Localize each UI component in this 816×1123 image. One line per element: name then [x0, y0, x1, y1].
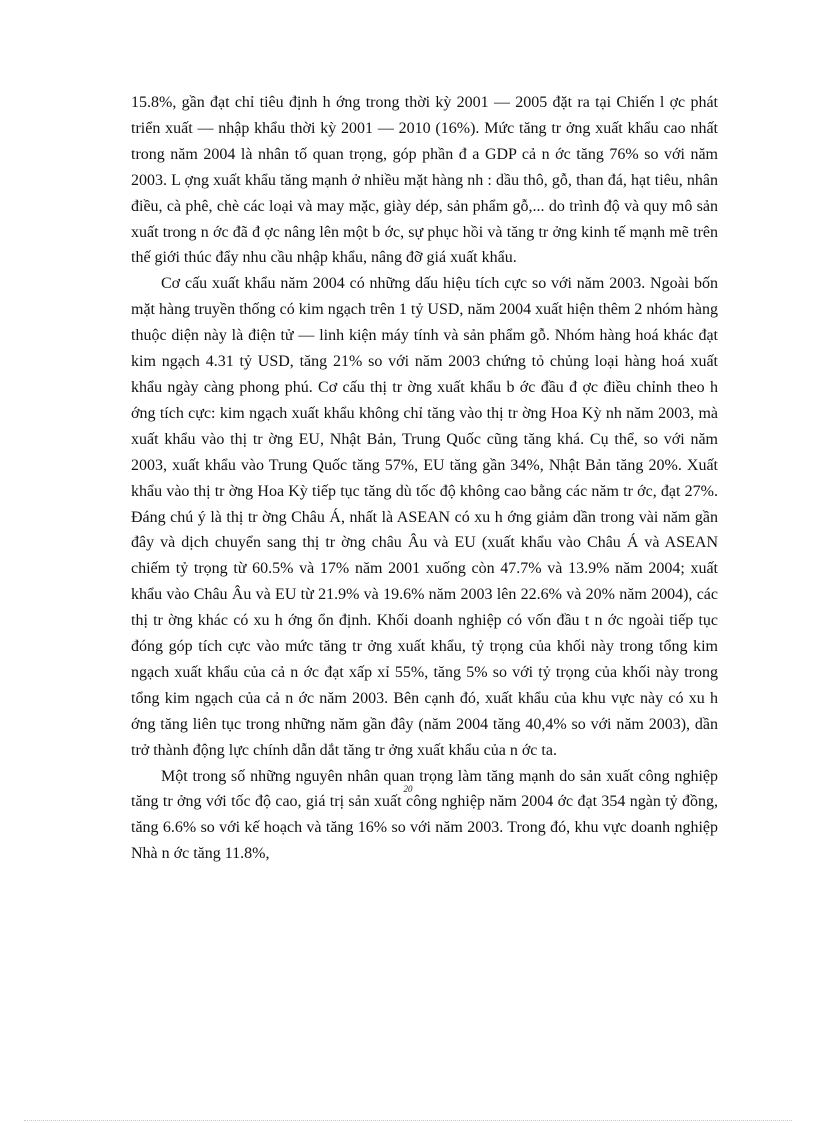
- paragraph-2: Cơ cấu xuất khẩu năm 2004 có những dấu hiệu tích cực so với năm 2003. Ngoài bốn mặt hàng truyền thống có kim ngạch trên 1 tỷ USD, năm 2004 xuất hiện thêm 2 nhóm hàng thuộc diện này là điện tử — linh kiện máy tính và sản phẩm gỗ. Nhóm hàng hoá khác đạt kim ngạch 4.31 tỷ USD, tăng 21% so với năm 2003 chứng tỏ chủng loại hàng hoá xuất khẩu ngày càng phong phú. Cơ cấu thị tr ờng xuất khẩu b ớc đầu đ ợc điều chỉnh theo h ớng tích cực: kim ngạch xuất khẩu không chỉ tăng vào thị tr ờng Hoa Kỳ nh năm 2003, mà xuất khẩu vào thị tr ờng EU, Nhật Bản, Trung Quốc cũng tăng khá. Cụ thể, so với năm 2003, xuất khẩu vào Trung Quốc tăng 57%, EU tăng gần 34%, Nhật Bản tăng 20%. Xuất khẩu vào thị tr ờng Hoa Kỳ tiếp tục tăng dù tốc độ không cao bằng các năm tr ớc, đạt 27%. Đáng chú ý là thị tr ờng Châu Á, nhất là ASEAN có xu h ớng giảm dần trong vài năm gần đây và dịch chuyển sang thị tr ờng châu Âu và EU (xuất khẩu vào Châu Á và ASEAN chiếm tỷ trọng từ 60.5% và 17% năm 2001 xuống còn 47.7% và 13.9% năm 2004; xuất khẩu vào Châu Âu và EU từ 21.9% và 19.6% năm 2003 lên 22.6% và 20% năm 2004), các thị tr ờng khác có xu h ớng ổn định. Khối doanh nghiệp có vốn đầu t n ớc ngoài tiếp tục đóng góp tích cực vào mức tăng tr ởng xuất khẩu, tỷ trọng của khối này trong tổng kim ngạch xuất khẩu của cả n ớc đạt xấp xỉ 55%, tăng 5% so với tỷ trọng của khối này trong tổng kim ngạch của cả n ớc năm 2003. Bên cạnh đó, xuất khẩu của khu vực này có xu h ớng tăng liên tục trong những năm gần đây (năm 2004 tăng 40,4% so với năm 2003), dần trở thành động lực chính dẫn dắt tăng tr ởng xuất khẩu của n ớc ta.: [131, 275, 718, 759]
- paragraph-1: 15.8%, gần đạt chỉ tiêu định h ớng trong thời kỳ 2001 — 2005 đặt ra tại Chiến l ợc phát triển xuất — nhập khẩu thời kỳ 2001 — 2010 (16%). Mức tăng tr ởng xuất khẩu cao nhất trong năm 2004 là nhân tố quan trọng, góp phần đ a GDP cả n ớc tăng 76% so với năm 2003. L ợng xuất khẩu tăng mạnh ở nhiều mặt hàng nh : dầu thô, gỗ, than đá, hạt tiêu, nhân điều, cà phê, chè các loại và may mặc, giày dép, sản phẩm gỗ,... do trình độ và quy mô sản xuất trong n ớc đã đ ợc nâng lên một b ớc, sự phục hồi và tăng tr ởng kinh tế mạnh mẽ trên thế giới thúc đẩy nhu cầu nhập khẩu, nâng đỡ giá xuất khẩu.: [131, 94, 718, 267]
- document-body: [131, 90, 718, 867]
- page-number: 20: [403, 784, 413, 794]
- page-bottom-border: [24, 1120, 792, 1121]
- paragraph-3: Một trong số những nguyên nhân quan trọng làm tăng mạnh do sản xuất công nghiệp tăng tr ởng với tốc độ cao, giá trị sản xuất công nghiệp năm 2004 ớc đạt 354 ngàn tỷ đồng, tăng 6.6% so với kế hoạch và tăng 16% so với năm 2003. Trong đó, khu vực doanh nghiệp Nhà n ớc tăng 11.8%,: [131, 767, 718, 863]
